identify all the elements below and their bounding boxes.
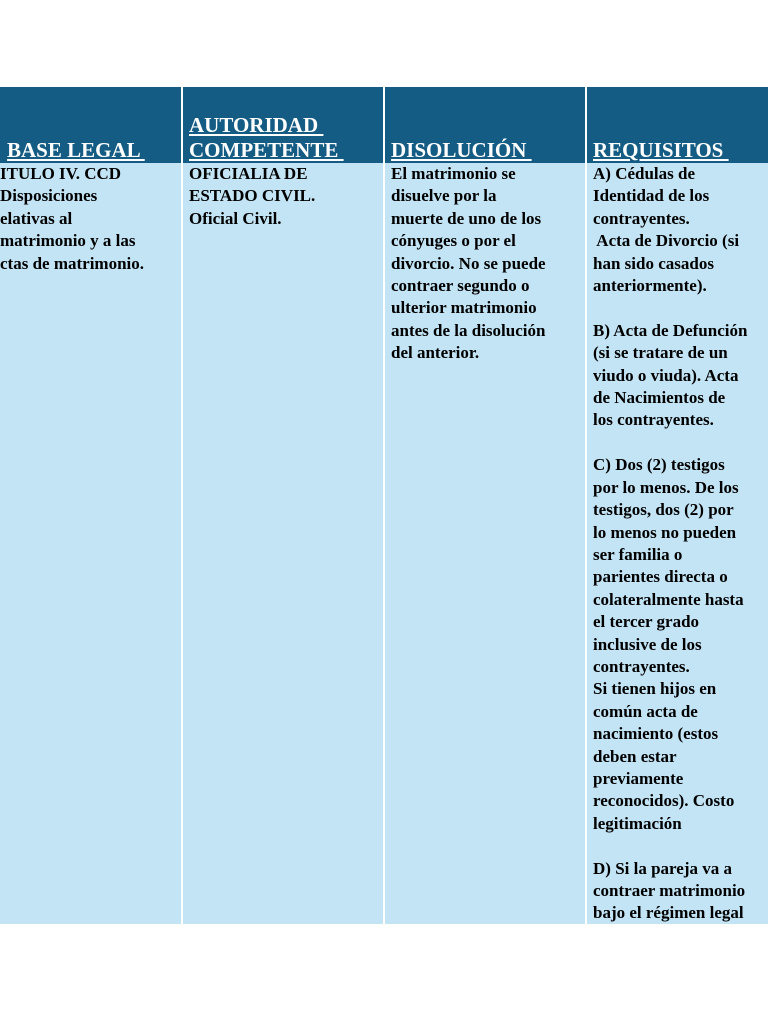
header-cell-autoridad xyxy=(183,87,383,163)
cell-disolucion xyxy=(385,163,585,924)
table-row xyxy=(0,163,768,924)
header-cell-disolucion xyxy=(385,87,585,163)
requisitos-text: A) Cédulas de Identidad de los contrayentes. Acta de Divorcio (si han sido casados anteriormente). B) Acta de Defunción (si se tratare de un viudo o viuda). Acta de Nacimientos de los contrayentes. C) Dos (2) testigos por lo menos. De los testigos, dos (2) por lo menos no pueden ser familia o parientes directa o colateralmente hasta el tercer grado inclusive de los contrayentes. Si tienen hijos en común acta de nacimiento (estos deben estar previamente reconocidos). Costo legitimación D) Si la pareja va a contraer matrimonio bajo el régimen legal xyxy=(593,164,748,923)
disolucion-text: El matrimonio se disuelve por la muerte de uno de los cónyuges o por el divorcio. No se puede contraer segundo o ulterior matrimonio antes de la disolución del anterior. xyxy=(391,164,546,363)
header-cell-base-legal xyxy=(0,87,181,163)
header-cell-requisitos xyxy=(587,87,768,163)
header-disolucion: DISOLUCIÓN xyxy=(391,138,532,162)
cell-autoridad xyxy=(183,163,383,924)
base-legal-text: ITULO IV. CCD Disposiciones elativas al matrimonio y a las ctas de matrimonio. xyxy=(0,164,145,273)
legal-requirements-table xyxy=(0,87,768,924)
autoridad-text: OFICIALIA DE ESTADO CIVIL. Oficial Civil. xyxy=(189,164,316,228)
table-header-row xyxy=(0,87,768,163)
cell-base-legal xyxy=(0,163,181,924)
header-requisitos: REQUISITOS xyxy=(593,138,729,162)
header-autoridad-competente: AUTORIDAD COMPETENTE xyxy=(189,113,339,162)
cell-requisitos xyxy=(587,163,768,924)
header-base-legal: BASE LEGAL xyxy=(7,138,145,162)
